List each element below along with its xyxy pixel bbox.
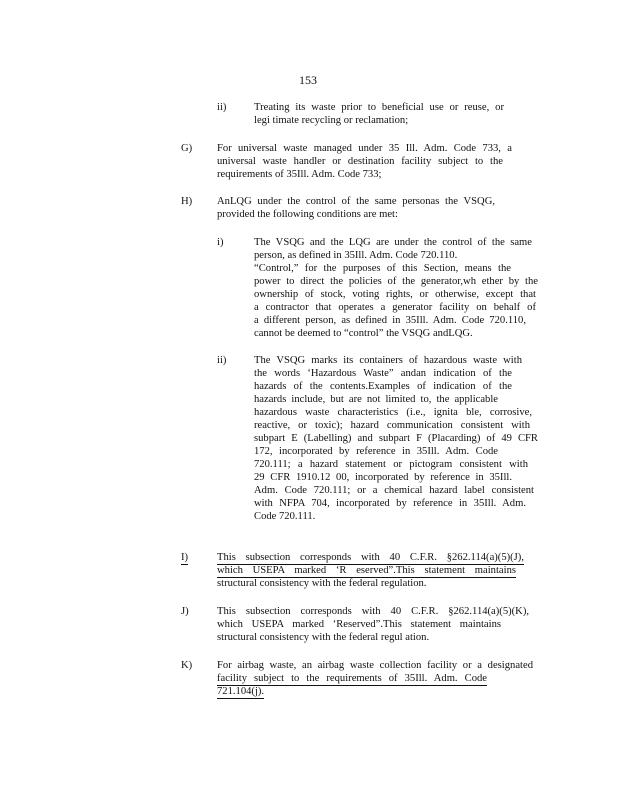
item-h-i-line-2: person, as defined in 35Ill. Adm. Code 720.110.: [254, 250, 458, 261]
item-j-line-3: structural consistency with the federal regul ation.: [217, 632, 430, 643]
item-g-line-2: universal waste handler or destination facility subject to the: [217, 156, 503, 167]
item-label-ii: ii): [217, 102, 227, 113]
item-h-i-line-6: a contractor that operates a generator facility on behalf of: [254, 302, 536, 313]
item-h-i-line-1: The VSQG and the LQG are under the control of the same: [254, 237, 532, 248]
item-h-line-2: provided the following conditions are met:: [217, 209, 398, 220]
item-i-line-2: which USEPA marked ‘R eserved”.This statement maintains: [217, 565, 516, 576]
item-j-line-1: This subsection corresponds with 40 C.F.R. §262.114(a)(5)(K),: [217, 606, 529, 617]
item-h-ii-line-7: subpart E (Labelling) and subpart F (Placarding) of 49 CFR: [254, 433, 538, 444]
item-label-j: J): [181, 606, 189, 617]
item-ii-line-1: Treating its waste prior to beneficial use or reuse, or: [254, 102, 504, 113]
item-h-ii-line-1: The VSQG marks its containers of hazardous waste with: [254, 355, 522, 366]
item-ii-line-2: legi timate recycling or reclamation;: [254, 115, 409, 126]
item-h-ii-line-5: hazardous waste characteristics (i.e., ignita ble, corrosive,: [254, 407, 532, 418]
item-h-ii-line-6: reactive, or toxic); hazard communication consistent with: [254, 420, 530, 431]
item-h-ii-line-9: 720.111; a hazard statement or pictogram consistent with: [254, 459, 528, 470]
item-h-ii-line-13: Code 720.111.: [254, 511, 316, 522]
item-label-h-i: i): [217, 237, 224, 248]
item-label-h-ii: ii): [217, 355, 227, 366]
item-i-line-3: structural consistency with the federal regulation.: [217, 578, 427, 589]
item-h-ii-line-11: Adm. Code 720.111; or a chemical hazard label consistent: [254, 485, 534, 496]
item-h-ii-line-4: hazards include, but are not limited to, the applicable: [254, 394, 498, 405]
page-number: 153: [299, 73, 317, 87]
item-label-h: H): [181, 196, 193, 207]
item-label-i: I): [181, 552, 189, 563]
item-h-ii-line-3: hazards of the contents.Examples of indication of the: [254, 381, 512, 392]
item-h-ii-line-2: the words ‘Hazardous Waste” andan indication of the: [254, 368, 512, 379]
item-k-line-2: facility subject to the requirements of 35Ill. Adm. Code: [217, 673, 487, 684]
item-g-line-3: requirements of 35Ill. Adm. Code 733;: [217, 169, 382, 180]
item-h-i-line-8: cannot be deemed to “control” the VSQG andLQG.: [254, 328, 473, 339]
item-label-k: K): [181, 660, 193, 671]
item-h-i-line-7: a different person, as defined in 35Ill. Adm. Code 720.110,: [254, 315, 526, 326]
item-j-line-2: which USEPA marked ‘Reserved”.This statement maintains: [217, 619, 501, 630]
item-h-i-line-5: ownership of stock, voting rights, or otherwise, except that: [254, 289, 536, 300]
item-h-ii-line-10: 29 CFR 1910.12 00, incorporated by reference in 35Ill.: [254, 472, 512, 483]
item-h-ii-line-8: 172, incorporated by reference in 35Ill. Adm. Code: [254, 446, 498, 457]
item-g-line-1: For universal waste managed under 35 Ill. Adm. Code 733, a: [217, 143, 512, 154]
item-h-i-line-4: power to direct the policies of the generator,wh ether by the: [254, 276, 538, 287]
item-h-line-1: AnLQG under the control of the same personas the VSQG,: [217, 196, 495, 207]
item-i-line-1: This subsection corresponds with 40 C.F.R. §262.114(a)(5)(J),: [217, 552, 524, 563]
item-k-line-3: 721.104(j).: [217, 686, 265, 697]
item-k-line-1: For airbag waste, an airbag waste collection facility or a designated: [217, 660, 533, 671]
item-h-ii-line-12: with NFPA 704, incorporated by reference in 35Ill. Adm.: [254, 498, 526, 509]
item-label-g: G): [181, 143, 193, 154]
item-h-i-line-3: “Control,” for the purposes of this Section, means the: [254, 263, 511, 274]
